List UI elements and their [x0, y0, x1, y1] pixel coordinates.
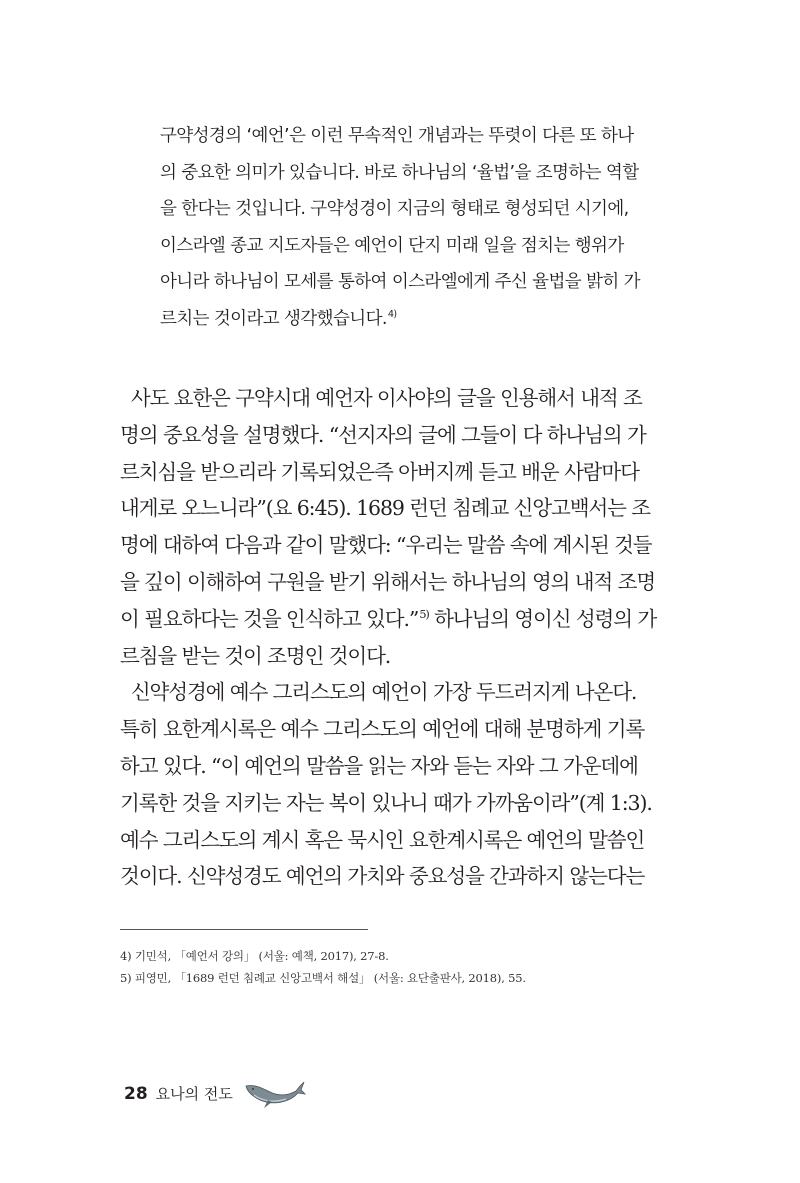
footnote-4: 4) 기민석, 「예언서 강의」 (서울: 예책, 2017), 27-8. [120, 949, 389, 963]
page-number: 28 [124, 1083, 148, 1104]
body-line: 을 깊이 이해하여 구원을 받기 위해서는 하나님의 영의 내적 조명 [120, 569, 656, 594]
body-line: 명의 중요성을 설명했다. “선지자의 글에 그들이 다 하나님의 가 [120, 422, 646, 447]
footnote-divider [120, 929, 368, 930]
quote-line: 구약성경의 ‘예언’은 이런 무속적인 개념과는 뚜렷이 다른 또 하나 [160, 126, 634, 146]
quote-line: 을 한다는 것입니다. 구약성경이 지금의 형태로 형성되던 시기에, [160, 199, 629, 219]
body-line: 것이다. 신약성경도 예언의 가치와 중요성을 간과하지 않는다는 [120, 864, 645, 889]
body-line [120, 601, 657, 638]
body-line: 내게로 오느니라”(요 6:45). 1689 런던 침례교 신앙고백서는 조 [120, 496, 650, 521]
body-line-text: 이 필요하다는 것을 인식하고 있다.” [120, 606, 419, 631]
body-line: 명에 대하여 다음과 같이 말했다: “우리는 말씀 속에 계시된 것들 [120, 533, 652, 558]
body-line: 예수 그리스도의 계시 혹은 묵시인 요한계시록은 예언의 말씀인 [120, 827, 645, 852]
quote-line: 이스라엘 종교 지도자들은 예언이 단지 미래 일을 점치는 행위가 [160, 235, 624, 256]
running-title: 요나의 전도 [155, 1085, 233, 1103]
body-text [120, 380, 657, 895]
footnotes [120, 945, 640, 989]
body-line: 신약성경에 예수 그리스도의 예언이 가장 두드러지게 나온다. [120, 680, 637, 705]
footnote-5: 5) 피영민, 「1689 런던 침례교 신앙고백서 해설」 (서울: 요단출판사, 2018), 55. [120, 971, 526, 985]
body-line: 르치심을 받으리라 기록되었은즉 아버지께 듣고 배운 사람마다 [120, 459, 639, 484]
quote-line-text: 르치는 것이라고 생각했습니다. [160, 308, 387, 329]
body-line: 하고 있다. “이 예언의 말씀을 읽는 자와 듣는 자와 그 가운데에 [120, 753, 638, 778]
body-line: 르침을 받는 것이 조명인 것이다. [120, 643, 391, 668]
body-line-text: 하나님의 영이신 성령의 가 [428, 606, 657, 631]
whale-icon [244, 1076, 306, 1112]
footnote-mark-5: 5) [419, 607, 429, 621]
body-line: 특히 요한계시록은 예수 그리스도의 예언에 대해 분명하게 기록 [120, 717, 645, 742]
indented-quote [160, 118, 640, 337]
quote-line [160, 301, 630, 338]
quote-line: 아니라 하나님이 모세를 통하여 이스라엘에게 주신 율법을 밝히 가 [160, 272, 640, 292]
body-line: 기록한 것을 지키는 자는 복이 있나니 때가 가까움이라”(계 1:3). [120, 790, 652, 815]
quote-line: 의 중요한 의미가 있습니다. 바로 하나님의 ‘율법’을 조명하는 역할 [160, 162, 639, 183]
page-footer [124, 1083, 233, 1104]
footnote-mark-4: 4) [387, 308, 397, 320]
body-line: 사도 요한은 구약시대 예언자 이사야의 글을 인용해서 내적 조 [120, 386, 642, 410]
